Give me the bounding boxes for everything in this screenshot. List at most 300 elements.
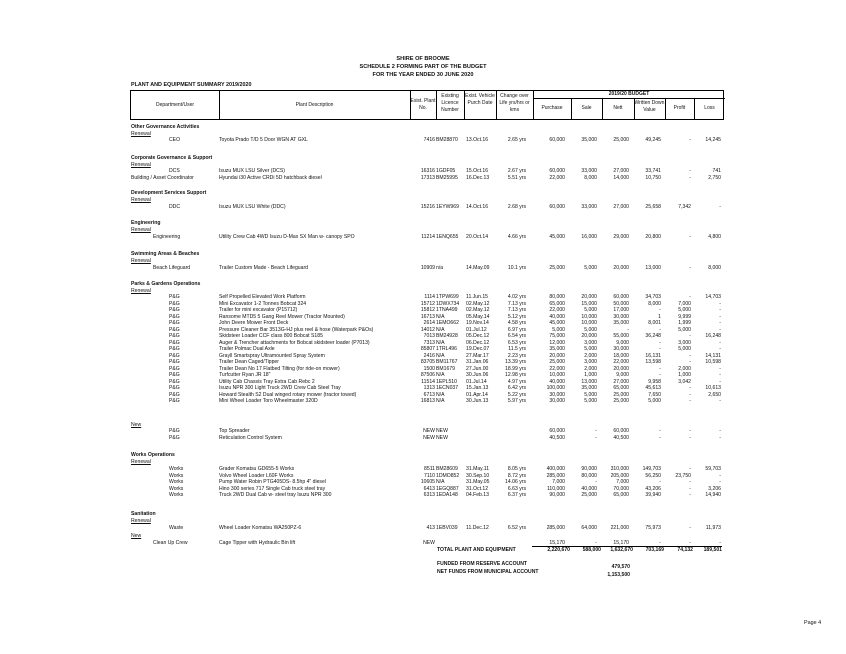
cell-sale: 35,000 <box>581 385 597 391</box>
cell-nett: 70,000 <box>613 485 629 492</box>
cell-loss: - <box>719 540 721 546</box>
cell-wdv: - <box>659 339 661 346</box>
section-subtitle: Renewal <box>131 518 151 524</box>
cell-wdv: 75,973 <box>645 525 661 531</box>
cell-department: Works <box>169 479 184 485</box>
cell-loss: - <box>719 434 721 441</box>
cell-department: P&G <box>169 300 180 307</box>
cell-profit: - <box>689 234 691 240</box>
cell-wdv: 36,248 <box>645 333 661 339</box>
cell-department: P&G <box>169 326 180 333</box>
cell-purchase: 22,000 <box>549 365 565 372</box>
cell-nett: 29,000 <box>613 234 629 240</box>
cell-nett: 14,000 <box>613 174 629 181</box>
cell-plant-no: 6313 <box>423 492 435 498</box>
cell-description: Turfcutter Ryan JR 18" <box>219 372 271 378</box>
cell-wdv: 8,000 <box>648 300 661 307</box>
cell-life: 5.12 yrs <box>507 313 526 320</box>
cell-nett: 65,000 <box>613 492 629 498</box>
total-wdv: 703,169 <box>645 547 664 553</box>
cell-licence: 1EMO662 <box>436 320 459 326</box>
cell-wdv: 149,703 <box>642 466 661 472</box>
cell-wdv: - <box>659 372 661 378</box>
cell-profit: - <box>689 385 691 391</box>
cell-licence: n/a <box>436 265 444 271</box>
cell-wdv: 13,598 <box>645 359 661 365</box>
col-vehicle: Exist. Vehicle Purch Date <box>465 93 495 106</box>
cell-purchase: 10,000 <box>549 372 565 378</box>
cell-purchase: 65,000 <box>549 300 565 307</box>
col-licence: Existing Licence Number <box>441 93 459 113</box>
cell-nett: 27,000 <box>613 378 629 385</box>
section-new-label: New <box>131 533 142 539</box>
cell-loss: - <box>719 313 721 320</box>
cell-wdv: 7,650 <box>648 391 661 398</box>
cell-profit: 7,342 <box>678 204 691 210</box>
cell-purch-date: 19.Nov.14 <box>466 320 489 326</box>
cell-description: Truck 2WD Dual Cab w- steel tray Isuzu NPR 300 <box>219 492 332 498</box>
cell-department: P&G <box>169 365 180 372</box>
cell-profit: - <box>689 391 691 398</box>
cell-sale: 5,000 <box>584 346 597 352</box>
cell-plant-no: 7110 <box>424 472 435 479</box>
cell-nett: 9,000 <box>616 339 629 346</box>
cell-sale: - <box>595 540 597 546</box>
cell-purchase: 25,000 <box>549 359 565 365</box>
cell-description: Grader Komatsu GD655-5 Works <box>219 466 295 472</box>
cell-wdv: - <box>659 479 661 485</box>
cell-profit: - <box>689 466 691 472</box>
cell-purchase: 30,000 <box>549 398 565 404</box>
cell-wdv: - <box>659 365 661 372</box>
cell-wdv: 33,741 <box>645 168 661 174</box>
cell-description: Toyota Prado T/D 5 Door WGN AT GXL <box>219 137 308 143</box>
cell-profit: - <box>689 492 691 498</box>
cell-purchase: 285,000 <box>546 472 565 479</box>
cell-purchase: 90,000 <box>549 492 565 498</box>
cell-licence: BM28609 <box>436 466 458 472</box>
cell-loss: - <box>719 326 721 333</box>
cell-sale: 3,000 <box>584 339 597 346</box>
cell-life: 5.97 yrs <box>507 398 526 404</box>
cell-sale: 5,000 <box>584 391 597 398</box>
cell-department: DDC <box>169 204 181 210</box>
cell-plant-no: 10605 <box>420 479 435 485</box>
cell-life: 7.13 yrs <box>507 307 526 313</box>
section-subtitle: Renewal <box>131 258 151 264</box>
cell-profit: 1,000 <box>678 372 691 378</box>
cell-nett: 25,000 <box>613 137 629 143</box>
cell-purch-date: 02.May.12 <box>466 307 490 313</box>
page-number: Page 4 <box>804 620 822 626</box>
cell-profit: - <box>689 333 691 339</box>
cell-profit: - <box>689 174 691 181</box>
cell-life: 2.68 yrs <box>507 204 526 210</box>
section-subtitle: Renewal <box>131 162 151 168</box>
cell-description: Top Spreader <box>219 428 250 434</box>
cell-plant-no: 15216 <box>420 204 435 210</box>
section-new-label: New <box>131 422 142 428</box>
cell-licence: BM25995 <box>436 174 458 181</box>
cell-licence: N/A <box>436 479 445 485</box>
cell-loss: 14,131 <box>705 352 721 359</box>
cell-profit: - <box>689 168 691 174</box>
cell-sale: 64,000 <box>581 525 597 531</box>
cell-purch-date: 15.Oct.16 <box>466 168 489 174</box>
cell-purchase: 45,000 <box>549 320 565 326</box>
cell-department: Engineering <box>153 234 181 240</box>
cell-purchase: 25,000 <box>549 265 565 271</box>
cell-description: Pressure Cleaner Bar 3513G-HJ plus reel & hose (Waterpark P&Os) <box>219 326 374 333</box>
cell-wdv: - <box>659 434 661 441</box>
cell-life: 12.98 yrs <box>505 372 526 378</box>
cell-loss: - <box>719 307 721 313</box>
section-title: Sanitation <box>131 511 156 517</box>
cell-loss: 10,598 <box>705 359 721 365</box>
cell-loss: 8,000 <box>708 265 721 271</box>
cell-plant-no: 83705 <box>420 359 435 365</box>
cell-life: 4.97 yrs <box>507 378 526 385</box>
cell-loss: 59,703 <box>705 466 721 472</box>
cell-purchase: 75,000 <box>549 333 565 339</box>
cell-life: 6.54 yrs <box>507 333 526 339</box>
cell-department: P&G <box>169 333 180 339</box>
cell-licence: BM11767 <box>436 359 458 365</box>
cell-description: Mini Wheel Loader Toro Wheelmaster 320D <box>219 398 318 404</box>
cell-licence: 1TRL496 <box>436 346 457 352</box>
cell-description: Pump Water Robin PTG405DS- 8.5hp 4" diesel <box>219 479 326 485</box>
cell-department: CEO <box>169 137 181 143</box>
cell-description: Trailer Dean No 17 Flatbed Tilting (for ride-on mower) <box>219 365 340 372</box>
cell-purchase: 22,000 <box>549 174 565 181</box>
cell-loss: - <box>719 320 721 326</box>
cell-profit: 3,000 <box>678 339 691 346</box>
cell-profit: 5,000 <box>678 346 691 352</box>
cell-licence: 1TNA499 <box>436 307 458 313</box>
funded-reserve-label: FUNDED FROM RESERVE ACCOUNT <box>437 561 527 567</box>
cell-life: 14.06 yrs <box>505 479 526 485</box>
cell-description: John Deere Mower Front Deck <box>219 320 289 326</box>
cell-plant-no: 7013 <box>423 333 435 339</box>
cell-licence: 1EYW969 <box>436 204 459 210</box>
col-plant-no: Exist. Plant No. <box>410 98 436 111</box>
cell-nett: 15,170 <box>613 540 629 546</box>
cell-purch-date: 06.Dec.12 <box>466 339 490 346</box>
cell-description: Wheel Loader Komatsu WA250PZ-6 <box>219 525 302 531</box>
cell-wdv: - <box>659 326 661 333</box>
report-title-year: FOR THE YEAR ENDED 30 JUNE 2020 <box>372 72 474 78</box>
cell-wdv: - <box>659 428 661 434</box>
cell-nett: 7,000 <box>616 479 629 485</box>
cell-life: 7.13 yrs <box>507 300 526 307</box>
cell-sale: 90,000 <box>581 466 597 472</box>
cell-department: P&G <box>169 352 180 359</box>
cell-profit: - <box>689 485 691 492</box>
cell-description: Mini Excavator 1-2 Tonnes Bobcat 324 <box>219 300 307 307</box>
cell-sale: 15,000 <box>581 300 597 307</box>
cell-life: 5.51 yrs <box>507 174 526 181</box>
cell-loss: 4,800 <box>708 234 721 240</box>
cell-nett: 25,000 <box>613 398 629 404</box>
cell-wdv: 16,131 <box>645 352 661 359</box>
cell-licence: N/A <box>436 326 445 333</box>
cell-sale: - <box>595 428 597 434</box>
cell-nett: 25,000 <box>613 391 629 398</box>
cell-wdv: 9,958 <box>648 378 661 385</box>
cell-licence: N/A <box>436 391 445 398</box>
cell-plant-no: 11514 <box>421 378 435 385</box>
cell-loss: - <box>719 428 721 434</box>
col-loss: Loss <box>704 105 715 111</box>
total-loss: 189,501 <box>703 547 722 553</box>
cell-wdv: 13,000 <box>645 265 661 271</box>
cell-loss: 2,650 <box>708 391 721 398</box>
cell-purch-date: 11.Jun.15 <box>466 294 488 300</box>
cell-purch-date: 11.Dec.12 <box>466 525 489 531</box>
cell-department: P&G <box>169 313 180 320</box>
cell-purchase: 60,000 <box>549 428 565 434</box>
section-title: Parks & Gardens Operations <box>131 281 201 287</box>
cell-description: Isuzu MUX LSU Silver (DCS) <box>219 168 285 174</box>
cell-nett: 65,000 <box>613 385 629 391</box>
cell-sale: 2,000 <box>584 352 597 359</box>
cell-sale: 80,000 <box>581 472 597 479</box>
cell-licence: 1EPL510 <box>436 378 457 385</box>
cell-wdv: 56,250 <box>645 472 661 479</box>
cell-life: 8.05 yrs <box>507 466 526 472</box>
cell-wdv: 49,245 <box>645 137 661 143</box>
cell-profit: 7,000 <box>678 300 691 307</box>
cell-licence: N/A <box>436 352 445 359</box>
cell-department: P&G <box>169 378 180 385</box>
cell-licence: 1DMO852 <box>436 472 460 479</box>
cell-description: Trailer for mini excavator (P15712) <box>219 307 298 313</box>
cell-profit: - <box>689 137 691 143</box>
cell-loss: 3,206 <box>708 485 721 492</box>
cell-nett: 221,000 <box>610 525 629 531</box>
cell-loss: - <box>719 346 721 352</box>
cell-nett: 18,000 <box>613 352 629 359</box>
cell-sale: 16,000 <box>581 234 597 240</box>
cell-profit: - <box>689 525 691 531</box>
cell-purchase: 110,000 <box>546 485 565 492</box>
cell-department: P&G <box>169 320 180 326</box>
cell-licence: N/A <box>436 372 445 378</box>
cell-nett: 30,000 <box>613 313 629 320</box>
cell-life: 18.99 yrs <box>505 365 526 372</box>
cell-loss: - <box>719 365 721 372</box>
cell-licence: BM1679 <box>436 365 455 372</box>
cell-description: Isuzu NPR 300 Light Truck 2WD Crew Cab Steel Tray <box>219 385 341 391</box>
cell-loss: 16,248 <box>705 333 721 339</box>
cell-nett: - <box>627 326 629 333</box>
cell-loss: 741 <box>712 168 721 174</box>
cell-wdv: 25,658 <box>645 204 661 210</box>
cell-licence: 1EGQ887 <box>436 485 459 492</box>
cell-department: Beach Lifeguard <box>153 265 191 271</box>
cell-department: P&G <box>169 339 180 346</box>
section-subtitle: Renewal <box>131 227 151 233</box>
cell-plant-no: 15712 <box>420 300 435 307</box>
cell-plant-no: 16713 <box>420 313 435 320</box>
cell-licence: 1EDA148 <box>436 492 458 498</box>
cell-nett: 20,000 <box>613 265 629 271</box>
cell-life: 6.53 yrs <box>507 339 526 346</box>
cell-plant-no: NEW <box>423 428 435 434</box>
cell-plant-no: 6713 <box>423 391 435 398</box>
cell-licence: N/A <box>436 398 445 404</box>
cell-licence: NEW <box>436 434 448 441</box>
cell-department: Works <box>169 492 184 498</box>
cell-profit: - <box>689 540 691 546</box>
cell-profit: 9,999 <box>678 313 691 320</box>
col-purchase: Purchase <box>541 105 563 111</box>
section-subtitle: Renewal <box>131 288 151 294</box>
cell-plant-no: 11214 <box>421 234 435 240</box>
col-written-down-value: Written Down Value <box>634 100 665 113</box>
cell-department: P&G <box>169 294 180 300</box>
cell-purchase: 35,000 <box>549 346 565 352</box>
cell-plant-no: 10909 <box>420 265 435 271</box>
cell-profit: - <box>689 352 691 359</box>
cell-purchase: 60,000 <box>549 137 565 143</box>
cell-licence: 1EBV039 <box>436 525 458 531</box>
cell-plant-no: NEW <box>423 434 435 441</box>
cell-plant-no: 85807 <box>420 346 435 352</box>
section-title: Swimming Areas & Beaches <box>131 251 200 257</box>
cell-plant-no: 413 <box>426 525 435 531</box>
cell-plant-no: 16316 <box>420 168 435 174</box>
cell-wdv: - <box>659 307 661 313</box>
cell-purchase: 5,000 <box>552 326 565 333</box>
cell-licence: 1GDF05 <box>436 168 456 174</box>
cell-plant-no: 87506 <box>420 372 435 378</box>
cell-sale: 20,000 <box>581 333 597 339</box>
cell-loss: - <box>719 378 721 385</box>
total-label: TOTAL PLANT AND EQUIPMENT <box>437 547 516 553</box>
cell-description: Ransome MTD5 5 Gang Reel Mower (Tractor Mounted) <box>219 313 345 320</box>
funded-reserve-value: 479,570 <box>611 564 630 570</box>
cell-life: 11.5 yrs <box>508 346 526 352</box>
cell-plant-no: 7416 <box>423 137 435 143</box>
cell-nett: 22,000 <box>613 359 629 365</box>
cell-plant-no: 1114 <box>424 294 435 300</box>
cell-loss: - <box>719 479 721 485</box>
section-subtitle: Renewal <box>131 197 151 203</box>
cell-purch-date: 02.May.12 <box>466 300 490 307</box>
cell-purchase: 40,000 <box>549 313 565 320</box>
section-title: Works Operations <box>131 452 175 458</box>
cell-sale: 13,000 <box>581 378 597 385</box>
municipal-funds-label: NET FUNDS FROM MUNICIPAL ACCOUNT <box>437 569 539 575</box>
cell-department: P&G <box>169 391 180 398</box>
cell-sale: 1,000 <box>584 372 597 378</box>
cell-nett: 310,000 <box>610 466 629 472</box>
cell-purchase: 80,000 <box>549 294 565 300</box>
cell-profit: - <box>689 359 691 365</box>
cell-loss: 14,245 <box>705 137 721 143</box>
cell-loss: - <box>719 372 721 378</box>
cell-profit: - <box>689 398 691 404</box>
col-life: Change over Life yrs/hrs or kms <box>499 93 530 113</box>
cell-nett: 205,000 <box>610 472 629 479</box>
cell-profit: 23,750 <box>675 472 691 479</box>
cell-department: Works <box>169 466 184 472</box>
cell-purchase: 20,000 <box>549 352 565 359</box>
section-title: Other Governance Activities <box>131 124 200 130</box>
cell-sale: 10,000 <box>581 320 597 326</box>
cell-plant-no: 6413 <box>423 485 435 492</box>
cell-nett: 35,000 <box>613 320 629 326</box>
cell-department: P&G <box>169 398 180 404</box>
cell-wdv: 10,750 <box>645 174 661 181</box>
cell-life: 6.37 yrs <box>507 492 526 498</box>
cell-description: Cage Tipper with Hydraulic Bin lift <box>219 540 296 546</box>
cell-licence: 1ENQ655 <box>436 234 459 240</box>
cell-life: 8.72 yrs <box>507 472 526 479</box>
cell-licence: N/A <box>436 339 445 346</box>
col-profit: Profit <box>673 105 686 111</box>
cell-profit: - <box>689 479 691 485</box>
cell-sale: 8,000 <box>584 174 597 181</box>
cell-profit: 2,000 <box>678 365 691 372</box>
cell-purchase: 45,000 <box>549 234 565 240</box>
cell-sale: 20,000 <box>581 294 597 300</box>
cell-department: Clean Up Crew <box>153 540 188 546</box>
cell-purch-date: 31.May.11 <box>466 466 490 472</box>
cell-licence: 1ECN037 <box>436 385 459 391</box>
cell-loss: 2,750 <box>708 174 721 181</box>
cell-purch-date: 01.Jul.12 <box>466 326 487 333</box>
cell-purchase: 60,000 <box>549 168 565 174</box>
cell-description: Grayll Smartspray Ultramounted Spray System <box>219 352 325 359</box>
cell-loss: 11,973 <box>705 525 721 531</box>
cell-plant-no: NEW <box>423 540 435 546</box>
cell-life: 2.65 yrs <box>507 137 526 143</box>
cell-sale: 3,000 <box>584 359 597 365</box>
cell-nett: 27,000 <box>613 204 629 210</box>
cell-purch-date: 30.Sep.10 <box>466 472 490 479</box>
budget-group-header: 2019/20 BUDGET <box>608 91 650 97</box>
cell-nett: 60,000 <box>613 294 629 300</box>
cell-licence: 1DWX734 <box>436 300 460 307</box>
cell-department: Works <box>169 472 184 479</box>
report-title-shire: SHIRE OF BROOME <box>396 56 450 62</box>
cell-purch-date: 01.Jul.14 <box>466 378 487 385</box>
cell-licence: BM24928 <box>436 333 458 339</box>
cell-purchase: 30,000 <box>549 391 565 398</box>
cell-purch-date: 16.Dec.13 <box>466 174 490 181</box>
cell-loss: 10,613 <box>705 385 721 391</box>
cell-plant-no: 2416 <box>423 352 435 359</box>
cell-department: DCS <box>169 168 180 174</box>
cell-description: Isuzu MUX LSU White (DDC) <box>219 204 286 210</box>
cell-profit: 3,042 <box>678 378 691 385</box>
cell-licence: N/A <box>436 313 445 320</box>
cell-purch-date: 20.Oct.14 <box>466 234 489 240</box>
cell-purchase: 60,000 <box>549 204 565 210</box>
cell-purchase: 40,000 <box>549 378 565 385</box>
cell-profit: - <box>689 294 691 300</box>
cell-life: 6.52 yrs <box>507 525 526 531</box>
cell-purch-date: 19.Dec.07 <box>466 346 490 352</box>
cell-loss: - <box>719 339 721 346</box>
cell-loss: - <box>719 398 721 404</box>
cell-purch-date: 14.Oct.16 <box>466 204 489 210</box>
cell-sale: 10,000 <box>581 313 597 320</box>
cell-purch-date: 05.Dec.12 <box>466 333 490 339</box>
cell-loss: 14,703 <box>705 294 721 300</box>
